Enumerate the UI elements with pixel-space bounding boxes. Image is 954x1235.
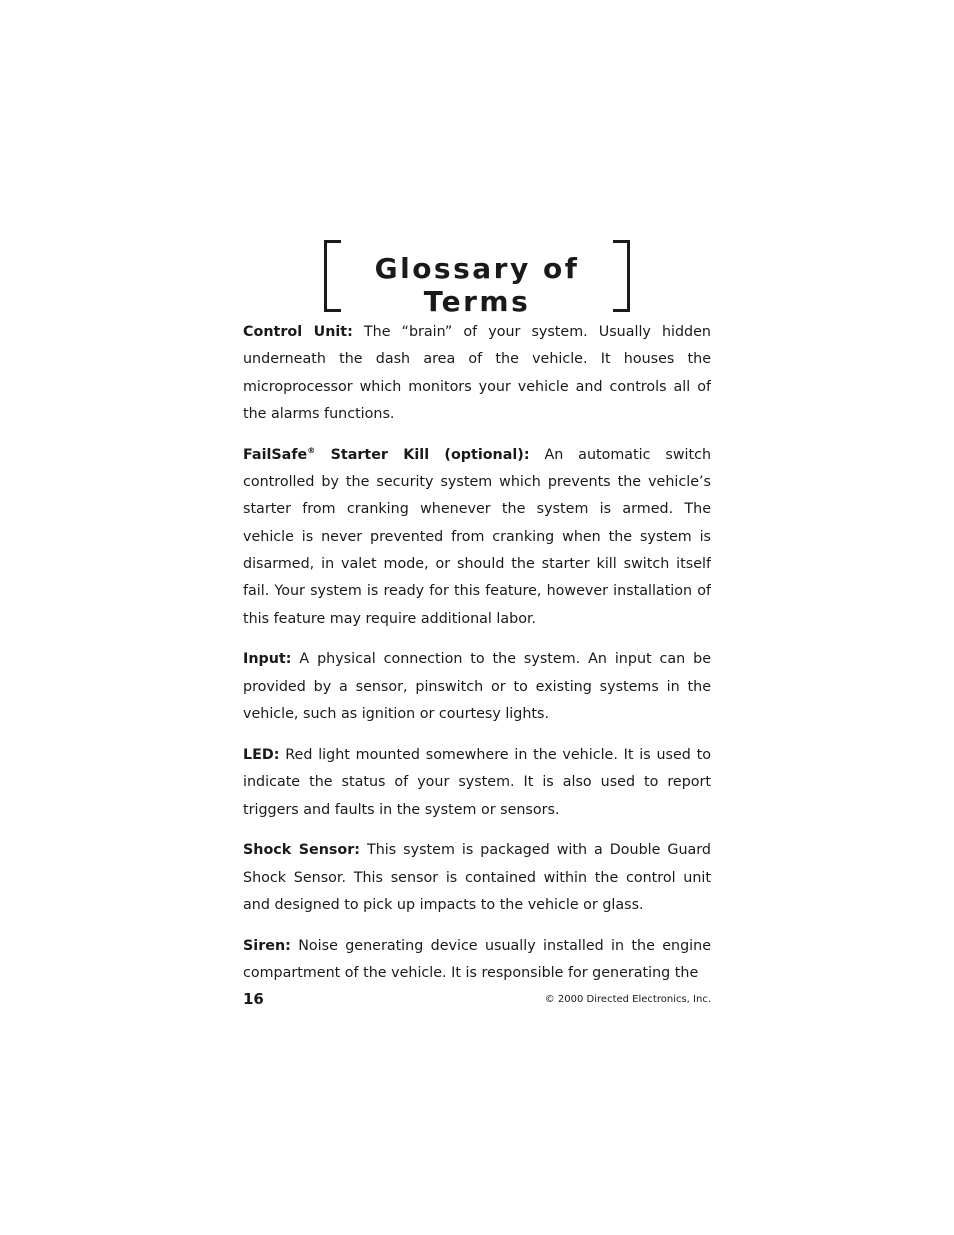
glossary-definition: Noise generating device usually installed in the engine compartment of the vehicle. It is responsible for generating the xyxy=(243,937,711,982)
glossary-entry-input xyxy=(243,646,711,728)
page-number: 16 xyxy=(243,990,264,1008)
registered-mark: ® xyxy=(307,446,316,456)
glossary-body xyxy=(243,319,711,987)
glossary-term: LED: xyxy=(243,746,280,763)
copyright-notice: © 2000 Directed Electronics, Inc. xyxy=(544,994,711,1005)
glossary-entry-led xyxy=(243,742,711,824)
glossary-term: Shock Sensor: xyxy=(243,842,360,859)
glossary-definition: An automatic switch controlled by the security system which prevents the vehicle’s starter from cranking whenever the system is armed. The vehicle is never prevented from cranking when the system is disarmed, in valet mode, or should the starter kill switch itself fail. Your system is ready for this feature, however installation of this feature may require additional labor. xyxy=(243,446,711,627)
glossary-term-name: FailSafe xyxy=(243,446,308,463)
glossary-term: Siren: xyxy=(243,937,291,954)
right-bracket-ornament xyxy=(613,240,630,312)
glossary-term: Control Unit: xyxy=(243,324,353,340)
glossary-definition: The “brain” of your system. Usually hidden underneath the dash area of the vehicle. It houses the microprocessor which monitors your vehicle and controls all of the alarms functions. xyxy=(243,324,711,422)
glossary-definition: A physical connection to the system. An input can be provided by a sensor, pinswitch or to existing systems in the vehicle, such as ignition or courtesy lights. xyxy=(243,651,711,723)
glossary-entry-siren xyxy=(243,933,711,987)
glossary-term xyxy=(243,447,530,463)
page-title-block xyxy=(324,240,630,318)
glossary-entry-shock-sensor xyxy=(243,837,711,919)
glossary-definition: This system is packaged with a Double Guard Shock Sensor. This sensor is contained within the control unit and designed to pick up impacts to the vehicle or glass. xyxy=(243,842,711,914)
glossary-term: Input: xyxy=(243,651,292,668)
page-title: Glossary of Terms xyxy=(374,252,580,318)
glossary-term-rest: Starter Kill (optional): xyxy=(315,446,530,463)
glossary-definition: Red light mounted somewhere in the vehicle. It is used to indicate the status of your system. It is also used to report triggers and faults in the system or sensors. xyxy=(243,746,711,818)
glossary-entry-control-unit xyxy=(243,319,711,428)
glossary-entry-failsafe xyxy=(243,442,711,633)
